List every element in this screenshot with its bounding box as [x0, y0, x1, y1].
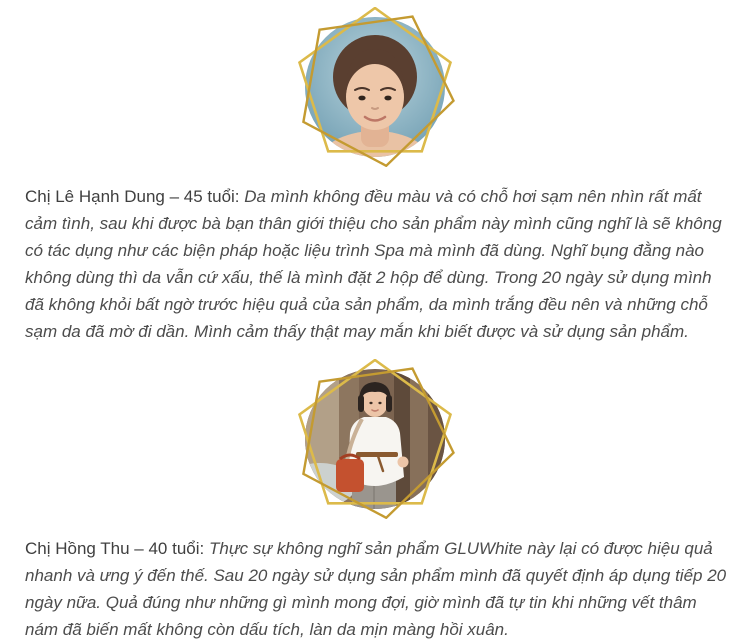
testimonial-paragraph-1 [25, 183, 728, 345]
testimonial-1-name: Chị Lê Hạnh Dung – 45 tuổi: [25, 187, 240, 206]
testimonial-1-quote: Da mình không đều màu và có chỗ hơi sạm nên nhìn rất mất cảm tình, sau khi được bà bạn thân giới thiệu cho sản phẩm này mình cũng nghĩ là sẽ không có tác dụng như các biện pháp hoặc liệu trình Spa mà mình đã dùng. Nghĩ bụng đằng nào không dùng thì da vẫn cứ xấu, thế là mình đặt 2 hộp để dùng. Trong 20 ngày sử dụng mình đã không khỏi bất ngờ trước hiệu quả của sản phẩm, da mình trắng đều nên và những chỗ sạm da đã mờ đi dần. Mình cảm thấy thật may mắn khi biết được và sử dụng sản phẩm. [25, 187, 722, 341]
portrait-woman-icon [290, 7, 460, 167]
testimonial-photo-1 [40, 7, 710, 167]
testimonial-photo-2 [40, 359, 710, 519]
woman-with-handbag-icon [290, 359, 460, 519]
testimonial-2-quote: Thực sự không nghĩ sản phẩm GLUWhite này lại có được hiệu quả nhanh và ưng ý đến thế. Sau 20 ngày sử dụng sản phẩm mình đã quyết định áp dụng tiếp 20 ngày nữa. Quả đúng như những gì mình mong đợi, giờ mình đã tự tin khi những vết thâm nám đã biến mất không còn dấu tích, làn da mịn màng hồi xuân. [25, 539, 727, 639]
testimonial-2-name: Chị Hồng Thu – 40 tuổi: [25, 539, 205, 558]
testimonial-paragraph-2 [25, 535, 728, 643]
